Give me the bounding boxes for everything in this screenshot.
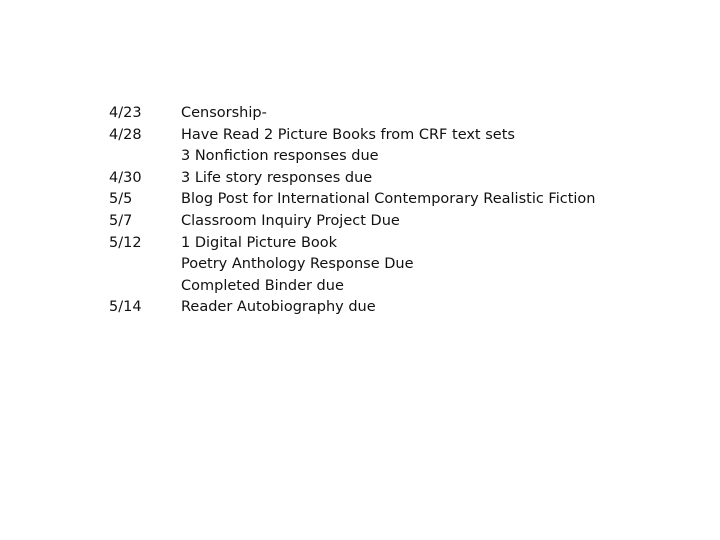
assignment-text: Poetry Anthology Response Due xyxy=(181,256,414,273)
assignment-text: Reader Autobiography due xyxy=(181,299,376,316)
assignment-text: 1 Digital Picture Book xyxy=(181,234,338,251)
due-date: 5/12 xyxy=(109,234,142,251)
schedule-row xyxy=(109,146,596,168)
due-date: 4/28 xyxy=(109,126,142,143)
assignment-text: Classroom Inquiry Project Due xyxy=(181,212,400,229)
due-date xyxy=(109,146,181,168)
assignment-text: Have Read 2 Picture Books from CRF text sets xyxy=(181,126,515,143)
assignment-text: Completed Binder due xyxy=(181,277,344,294)
schedule-row xyxy=(109,233,596,255)
schedule-row xyxy=(109,103,596,125)
due-date xyxy=(109,254,181,276)
schedule-row xyxy=(109,189,596,211)
due-date-schedule xyxy=(109,103,596,319)
schedule-row xyxy=(109,168,596,190)
due-date: 5/14 xyxy=(109,299,142,316)
schedule-row xyxy=(109,211,596,233)
schedule-row xyxy=(109,276,596,298)
assignment-text: 3 Nonfiction responses due xyxy=(181,148,379,165)
assignment-text: Blog Post for International Contemporary Realistic Fiction xyxy=(181,191,596,208)
due-date: 5/7 xyxy=(109,212,133,229)
schedule-row xyxy=(109,125,596,147)
due-date: 4/30 xyxy=(109,169,142,186)
due-date: 5/5 xyxy=(109,191,133,208)
due-date: 4/23 xyxy=(109,105,142,121)
assignment-text: Censorship- xyxy=(181,105,267,121)
due-date xyxy=(109,276,181,298)
schedule-row xyxy=(109,297,596,319)
schedule-row xyxy=(109,254,596,276)
assignment-text: 3 Life story responses due xyxy=(181,169,373,186)
